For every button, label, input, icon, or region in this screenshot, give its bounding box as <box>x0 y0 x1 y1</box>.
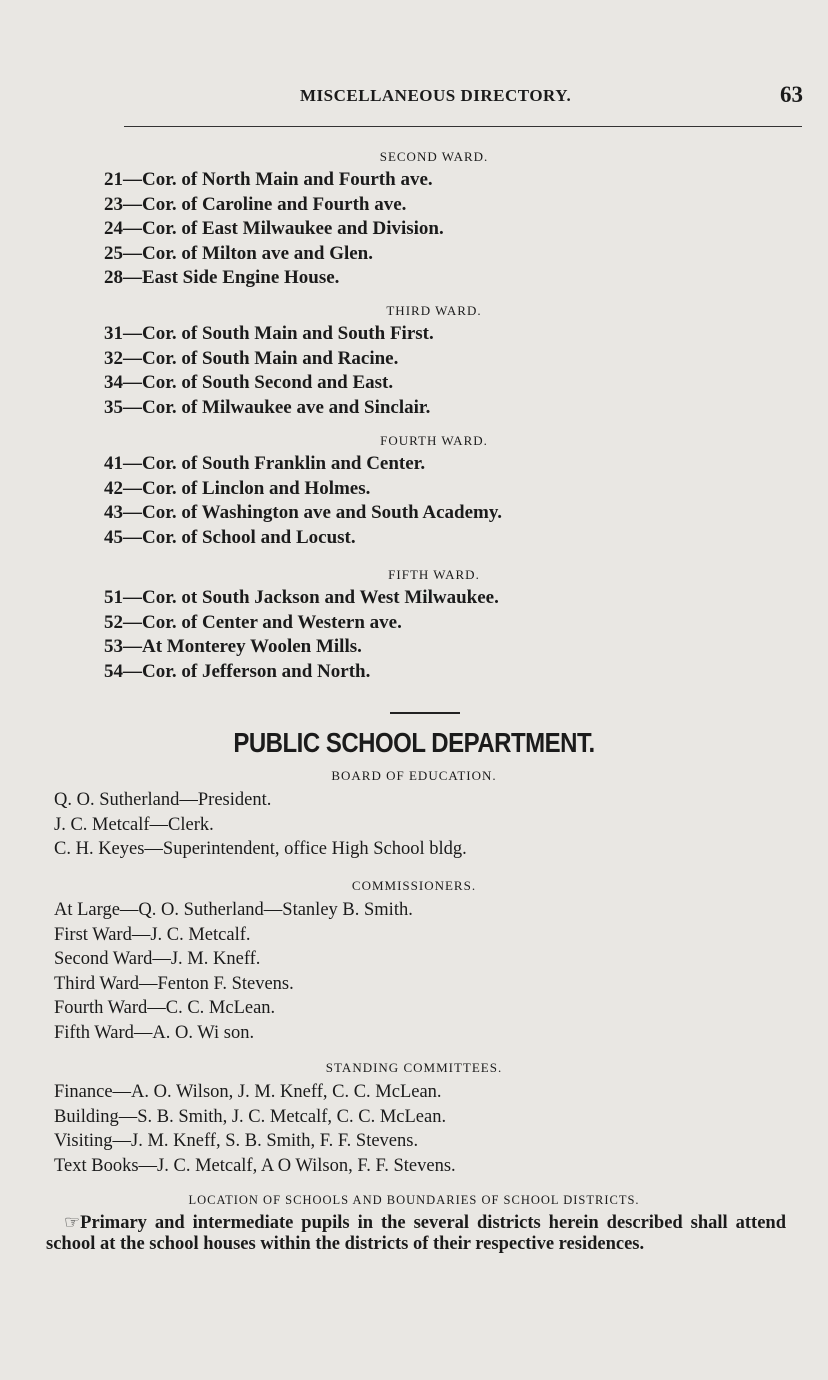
page-number: 63 <box>780 82 803 107</box>
alarm-box-entry: 43—Cor. of Washington ave and South Academy. <box>104 502 503 523</box>
alarm-box-entry: 31—Cor. of South Main and South First. <box>104 323 434 344</box>
notice-text: Primary and intermediate pupils in the several districts herein described shall attend school at the school houses within the districts of their respective residences. <box>46 1213 786 1254</box>
commissioner: At Large—Q. O. Sutherland—Stanley B. Smith. <box>54 900 413 920</box>
commissioner: Fifth Ward—A. O. Wi son. <box>54 1022 255 1043</box>
alarm-box-entry: 51—Cor. ot South Jackson and West Milwaukee. <box>104 587 499 608</box>
board-member: Q. O. Sutherland—President. <box>54 790 272 810</box>
commissioner: Second Ward—J. M. Kneff. <box>54 949 261 969</box>
alarm-box-entry: 45—Cor. of School and Locust. <box>104 526 356 548</box>
location-heading: LOCATION OF SCHOOLS AND BOUNDARIES OF SCHOOL DISTRICTS. <box>188 1193 640 1207</box>
location-heading-block <box>0 1188 828 1212</box>
board-of-education <box>0 764 828 862</box>
section-divider <box>390 712 460 714</box>
header-rule <box>124 126 802 127</box>
alarm-box-entry: 54—Cor. of Jefferson and North. <box>104 660 371 682</box>
fifth-ward-section <box>0 564 828 684</box>
commissioners-heading: COMMISSIONERS. <box>351 878 477 893</box>
department-title: PUBLIC SCHOOL DEPARTMENT. <box>233 727 595 759</box>
fourth-ward-section <box>0 430 828 550</box>
alarm-box-entry: 52—Cor. of Center and Western ave. <box>104 611 402 633</box>
third-ward-section <box>0 300 828 420</box>
pointing-hand-icon: ☞ <box>64 1212 81 1233</box>
commissioner: Third Ward—Fenton F. Stevens. <box>54 973 294 994</box>
committee: Building—S. B. Smith, J. C. Metcalf, C. C. McLean. <box>54 1106 447 1127</box>
ward-heading: THIRD WARD. <box>386 303 482 318</box>
alarm-box-entry: 35—Cor. of Milwaukee ave and Sinclair. <box>104 396 431 418</box>
committee: Visiting—J. M. Kneff, S. B. Smith, F. F. Stevens. <box>54 1131 419 1151</box>
ward-heading: FIFTH WARD. <box>388 567 480 582</box>
alarm-box-entry: 34—Cor. of South Second and East. <box>104 372 394 393</box>
committee: Finance—A. O. Wilson, J. M. Kneff, C. C. McLean. <box>54 1082 442 1102</box>
alarm-box-entry: 23—Cor. of Caroline and Fourth ave. <box>104 193 407 215</box>
ward-heading: FOURTH WARD. <box>380 433 488 448</box>
alarm-box-entry: 25—Cor. of Milton ave and Glen. <box>104 242 373 264</box>
alarm-box-entry: 28—East Side Engine House. <box>104 267 340 288</box>
ward-heading: SECOND WARD. <box>379 149 489 164</box>
commissioner: Fourth Ward—C. C. McLean. <box>54 998 276 1018</box>
board-member: J. C. Metcalf—Clerk. <box>54 814 214 835</box>
district-notice <box>46 1212 786 1255</box>
running-title: MISCELLANEOUS DIRECTORY. <box>300 86 572 105</box>
commissioner: First Ward—J. C. Metcalf. <box>54 924 251 945</box>
alarm-box-entry: 21—Cor. of North Main and Fourth ave. <box>104 169 433 190</box>
alarm-box-entry: 53—At Monterey Woolen Mills. <box>104 636 362 657</box>
board-member: C. H. Keyes—Superintendent, office High School bldg. <box>54 839 467 859</box>
commissioners <box>0 874 828 1045</box>
standing-committees <box>0 1056 828 1178</box>
committee: Text Books—J. C. Metcalf, A O Wilson, F. F. Stevens. <box>54 1155 456 1176</box>
alarm-box-entry: 41—Cor. of South Franklin and Center. <box>104 453 426 474</box>
board-heading: BOARD OF EDUCATION. <box>331 768 497 783</box>
running-head <box>0 82 828 110</box>
alarm-box-entry: 42—Cor. of Linclon and Holmes. <box>104 477 371 499</box>
committees-heading: STANDING COMMITTEES. <box>325 1060 503 1075</box>
second-ward-section <box>0 146 828 291</box>
alarm-box-entry: 32—Cor. of South Main and Racine. <box>104 347 399 369</box>
alarm-box-entry: 24—Cor. of East Milwaukee and Division. <box>104 218 444 239</box>
